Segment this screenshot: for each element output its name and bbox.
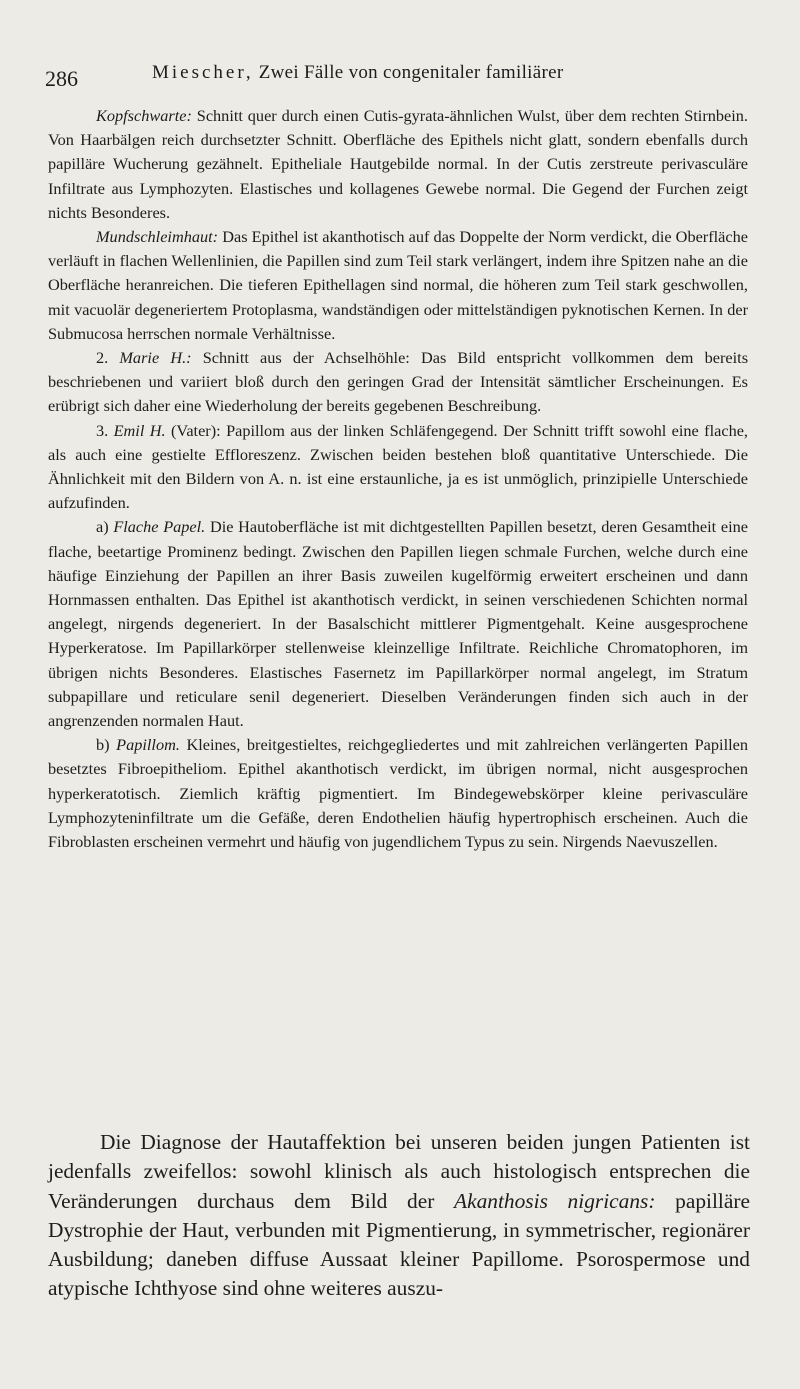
paragraph-lead: Marie H.: (119, 348, 192, 368)
diagnosis-text-before: Die Diagnose der Hautaffektion bei unseren beiden jungen Patienten ist jedenfalls zweifellos: sowohl klinisch als auch histologisch entsprechen die Veränderungen durchaus dem Bild der (48, 1130, 750, 1213)
paragraph-text: Schnitt aus der Achselhöhle: Das Bild entspricht vollkommen dem bereits beschriebenen und variiert bloß durch den geringen Grad der Intensität sämtlicher Erscheinungen. Es erübrigt sich daher eine Wiederholung der bereits gegebenen Beschreibung. (48, 348, 749, 416)
histology-findings (48, 104, 748, 854)
running-title (152, 62, 563, 84)
paragraph-lead: Mundschleimhaut: (96, 227, 219, 247)
paragraph-lead: Emil H. (113, 420, 166, 440)
paragraph-mundschleimhaut (48, 225, 748, 346)
paragraph-flache-papel (48, 515, 748, 733)
page-header (45, 62, 785, 92)
paragraph-papillom (48, 733, 748, 854)
paragraph-number: b) (96, 735, 117, 755)
paragraph-number: a) (96, 517, 114, 537)
paragraph-number: 3. (96, 420, 114, 440)
paragraph-lead: Kopfschwarte: (96, 106, 192, 125)
paragraph-lead: Flache Papel. (113, 517, 206, 537)
paragraph-lead: Papillom. (116, 735, 180, 755)
diagnosis-paragraph (48, 1128, 750, 1304)
paragraph-text: Schnitt quer durch einen Cutis-gyrata-ähnlichen Wulst, über dem rechten Stirnbein. Von Haarbälgen reich durchsetzter Schnitt. Oberfläche des Epithels nicht glatt, sondern ebenfalls durch papilläre Wucherung gezähnelt. Epitheliale Hautgebilde normal. In der Cutis zerstreute perivasculäre Infiltrate aus Lymphozyten. Elastisches und kollagenes Gewebe normal. Die Gegend der Furchen zeigt nichts Besonderes. (48, 106, 748, 222)
running-title-text: Zwei Fälle von congenitaler familiärer (258, 62, 564, 83)
running-title-author: Miescher, (152, 62, 254, 83)
diagnosis-section (48, 1128, 750, 1304)
diagnosis-emphasis: Akanthosis nigricans: (454, 1188, 656, 1213)
paragraph-emil (48, 419, 748, 516)
paragraph-marie (48, 346, 748, 419)
paragraph-kopfschwarte (48, 104, 748, 225)
paragraph-text: Kleines, breitgestieltes, reichgegliedertes und mit zahlreichen verlängerten Papillen besetztes Fibroepitheliom. Epithel akanthotisch verdickt, im übrigen normal, nicht ausgesprochen hyperkeratotisch. Ziemlich kräftig pigmentiert. Im Bindegewebskörper kleine perivasculäre Lymphozyteninfiltrate um die Gefäße, deren Endothelien häufig hypertrophisch erscheinen. Auch die Fibroblasten erscheinen vermehrt und häufig von jugendlichem Typus zu sein. Nirgends Naevuszellen. (48, 735, 748, 852)
paragraph-text: Die Hautoberfläche ist mit dichtgestellten Papillen besetzt, deren Gesamtheit eine flache, beetartige Prominenz bedingt. Zwischen den Papillen liegen schmale Furchen, welche durch eine häufige Einziehung der Papillen an ihrer Basis zuweilen kugelförmig erweitert erscheinen und dann Hornmassen enthalten. Das Epithel ist akanthotisch verdickt, in seinen verschiedenen Schichten normal angelegt, nirgends degeneriert. In der Basalschicht mittlerer Pigmentgehalt. Keine ausgesprochene Hyperkeratose. Im Papillarkörper stellenweise kleinzellige Infiltrate. Reichliche Chromatophoren, im übrigen nichts Besonderes. Elastisches Fasernetz im Papillarkörper normal angelegt, im Stratum subpapillare und reticulare senil degeneriert. Dieselben Veränderungen finden sich auch in der angrenzenden normalen Haut. (48, 517, 748, 731)
page-number: 286 (45, 66, 78, 91)
diagnosis-text-after: papilläre Dystrophie der Haut, verbunden mit Pigmentierung, in symmetrischer, regionärer Ausbildung; daneben diffuse Aussaat kleiner Papillome. Psorospermose und atypische Ichthyose sind ohne weiteres auszu- (48, 1188, 750, 1301)
paragraph-text: Das Epithel ist akanthotisch auf das Doppelte der Norm verdickt, die Oberfläche verläuft in flachen Wellenlinien, die Papillen sind zum Teil stark verlängert, indem ihre Spitzen nahe an die Oberfläche heranreichen. Die tieferen Epithellagen sind normal, die höheren zum Teil stark geschwollen, mit vacuolär degeneriertem Protoplasma, wandständigen oder mittelständigen pyknotischen Kernen. In der Submucosa herrschen normale Verhältnisse. (48, 227, 748, 343)
paragraph-number: 2. (96, 348, 120, 368)
paragraph-text: (Vater): Papillom aus der linken Schläfengegend. Der Schnitt trifft sowohl eine flache, als auch eine gestielte Effloreszenz. Zwischen beiden bestehen bloß quantitative Unterschiede. Die Ähnlichkeit mit den Bildern von A. n. ist eine erstaunliche, ja es ist unmöglich, prinzipielle Unterschiede aufzufinden. (48, 420, 749, 513)
